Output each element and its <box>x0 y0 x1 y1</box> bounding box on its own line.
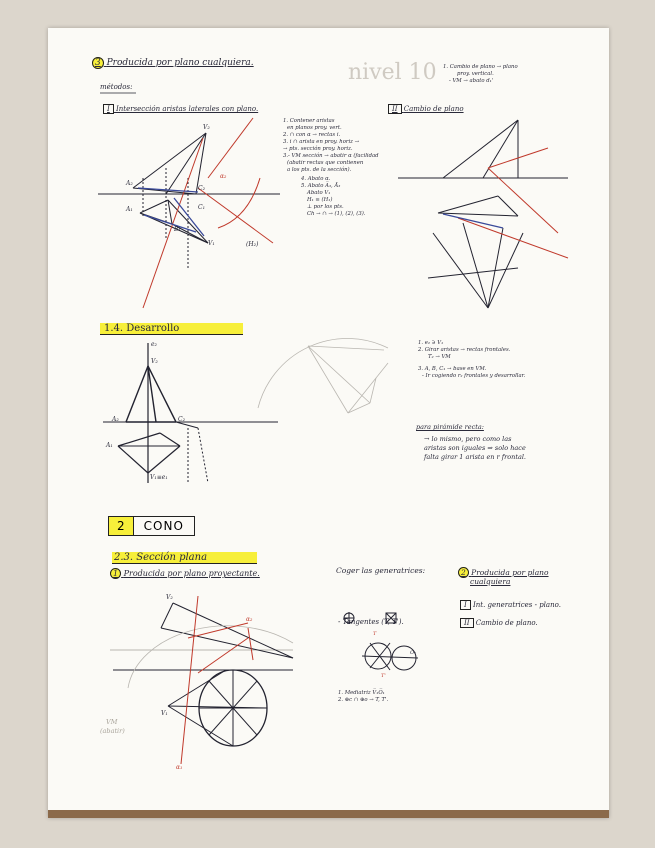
cono-sub2 <box>458 568 549 586</box>
vm-abatir-note <box>100 718 125 736</box>
label-c2b: C₂ <box>178 416 185 423</box>
section1-heading <box>92 58 254 68</box>
cono-sub1-text: Producida por plano proyectante. <box>123 569 260 578</box>
method2-text: Cambio de plano <box>403 105 464 113</box>
tangentes-note: - Tangentes (T, T'). <box>338 618 404 626</box>
note-line: 2. Girar aristas → rectas frontales. <box>418 347 511 353</box>
label-c2: C₂ <box>198 185 205 192</box>
label-v2: V₂ <box>203 124 210 131</box>
label-h2: (H₂) <box>246 241 259 248</box>
ghost-bleed-text: nivel 10 <box>348 60 437 85</box>
label-v2c: V₂ <box>166 594 173 601</box>
method2-num: II <box>388 104 402 114</box>
label-a1: A₁ <box>126 206 133 213</box>
label-a2: A₂ <box>126 180 133 187</box>
top-right-note <box>443 64 553 85</box>
step-line: 2. ∩ con α → rectas i. <box>283 132 341 138</box>
cono-m1 <box>460 601 561 609</box>
cono-title: CONO <box>134 516 195 536</box>
step-line: 2. ⊕c ∩ ⊕o → T, T'. <box>338 697 389 703</box>
step-line: 4. Abato α. <box>301 176 331 182</box>
step-line: H₁ ≡ (H₁) <box>307 197 333 203</box>
label-a2b: A₂ <box>112 416 119 423</box>
cono-m2-text: Cambio de plano. <box>475 619 538 627</box>
note-line: 3. A, B, C₁ → base en VM. <box>418 366 487 372</box>
label-v1e1: V₁≡e₁ <box>150 474 168 481</box>
cono-m1-text: Int. generatrices - plano. <box>473 601 561 609</box>
cono-m2 <box>460 619 538 627</box>
label-alpha2c: α₂ <box>246 616 253 623</box>
section14-notes <box>418 340 588 380</box>
cono-num: 2 <box>108 516 134 536</box>
vm-line: (abatir) <box>100 727 125 735</box>
step-line: 3. i ∩ arista en proy. horiz → <box>283 139 360 145</box>
note-line: - Ir cogiendo r₂ frontales y desarrollar. <box>422 373 526 379</box>
notebook-page <box>48 28 609 818</box>
step-line: 5. Abato A̅₃, Ā₃ <box>301 183 341 189</box>
method1-label <box>103 105 258 113</box>
label-v2b: V₂ <box>151 358 158 365</box>
method1-num: I <box>103 104 114 114</box>
note-line: 1. e₂ ∋ V₁ <box>418 340 444 346</box>
cono-sub2-line: Producida por plano <box>471 568 549 577</box>
note-line: aristas son iguales ⇒ solo hace <box>424 444 526 452</box>
cono-m1-num: I <box>460 600 471 610</box>
cono-steps <box>338 690 448 704</box>
vm-line: VM <box>106 718 118 726</box>
label-v1: V₁ <box>208 240 215 247</box>
step-line: Abato V₁ <box>307 190 331 196</box>
label-v1c: V₁ <box>161 710 168 717</box>
generatrices-note: Coger las generatrices: <box>336 566 426 575</box>
method1-steps <box>283 118 393 218</box>
step-line: en planos proy. vert. <box>287 125 342 131</box>
cono-sub1-num: 1 <box>110 568 121 579</box>
label-t-prime: T' <box>381 673 386 679</box>
label-alpha2: α₂ <box>220 173 227 180</box>
step-line: 1. Mediatriz V̅₁O̅₁ <box>338 690 385 696</box>
cono-sub-text: 2.3. Sección plana <box>112 552 257 564</box>
wooden-edge <box>48 810 609 818</box>
section1-heading-num: 3 <box>92 57 104 69</box>
note-line: → lo mismo, pero como las <box>424 435 512 443</box>
note-line: proy. vertical. <box>457 71 494 77</box>
label-a1b: A₁ <box>106 442 113 449</box>
note-line: - VM → abato d₁' <box>449 78 494 84</box>
metodos-label: métodos: <box>100 83 133 91</box>
label-e2: e₂ <box>151 341 157 348</box>
step-line: a los pts. de la sección). <box>287 167 352 173</box>
cono-sub <box>112 552 257 563</box>
cono-sub2-line: cualquiera <box>470 577 511 586</box>
method2-label <box>388 105 464 113</box>
note-line: 1. Cambio de plano → plano <box>443 64 518 70</box>
step-line: → pts. sección proy. horiz. <box>283 146 353 152</box>
step-line: 3.- VM sección → abatir α (facilidad <box>283 153 379 159</box>
faint-desarrollo-sketch <box>258 338 388 413</box>
cono-heading <box>108 516 195 536</box>
label-c1: C₁ <box>198 204 205 211</box>
step-line: ⊥ por los pts. <box>307 204 344 210</box>
note-line: falta girar 1 arista en r frontal. <box>424 453 526 461</box>
step-line: Ch → ∩ → (1), (2), (3). <box>307 211 366 217</box>
section1-heading-text: Producida por plano cualquiera. <box>106 58 254 68</box>
method1-text: Intersección aristas laterales con plano. <box>116 105 259 113</box>
pyramid-title: para pirámide recta: <box>416 423 484 431</box>
cono-sub2-num: 2 <box>458 567 469 578</box>
label-alpha1c: α₁ <box>176 764 183 771</box>
label-t: T <box>373 631 377 637</box>
cono-sub1 <box>110 569 260 578</box>
step-line: 1. Contener aristas <box>283 118 335 124</box>
pyramid-note <box>424 435 526 462</box>
section14-title <box>100 323 243 334</box>
note-line: T₂ → VM <box>428 354 451 360</box>
section14-title-text: 1.4. Desarrollo <box>100 323 243 335</box>
alpha-trace <box>181 596 198 764</box>
step-line: (abatir rectas que contienen <box>287 160 364 166</box>
label-b1: B₁ <box>174 226 181 233</box>
cono-m2-num: II <box>460 618 474 628</box>
label-o1: O₁ <box>410 650 417 656</box>
